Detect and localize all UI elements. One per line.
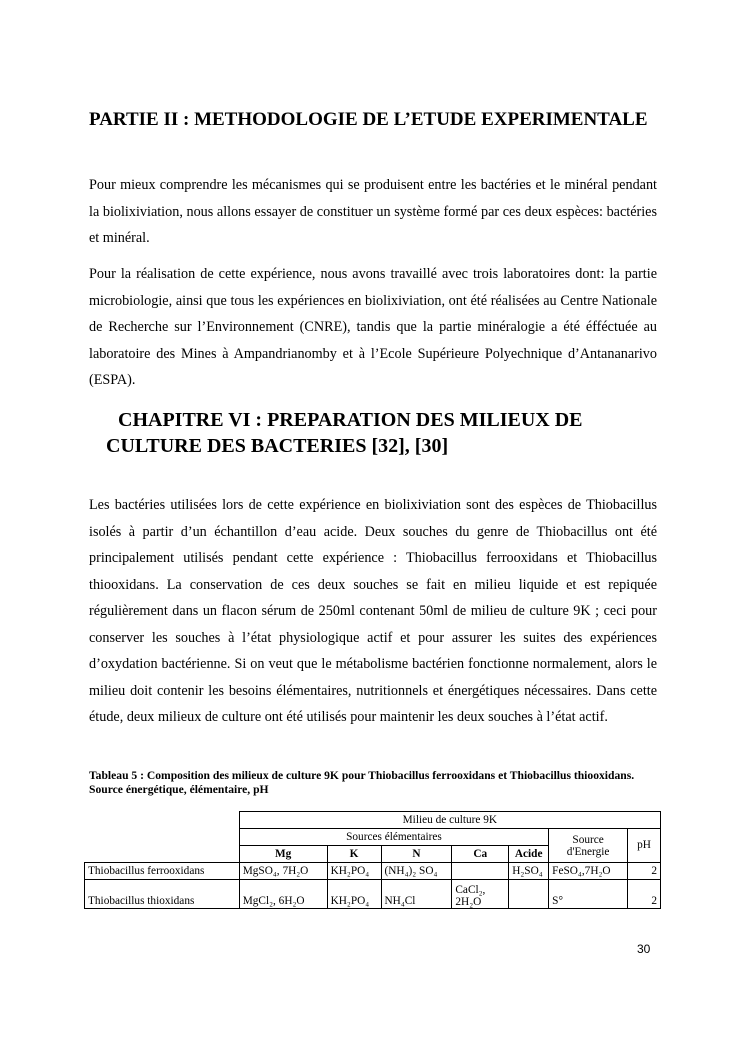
table-cell <box>509 880 549 909</box>
table-cell: CaCl₂, 2H₂O <box>452 880 509 909</box>
page-number: 30 <box>637 942 651 956</box>
intro-paragraph: Pour mieux comprendre les mécanismes qui se produisent entre les bactéries et le minéral pendant la biolixiviation, nous allons essayer de constituer un système formé par ces deux espèces: bactéries et minéral. <box>89 177 657 246</box>
table-cell: S° <box>549 880 628 909</box>
organism-cell: Thiobacillus ferrooxidans <box>85 863 240 880</box>
ph-header-cell: pH <box>628 829 661 863</box>
table-header-row <box>85 812 661 829</box>
table-caption: Tableau 5 : Composition des milieux de culture 9K pour Thiobacillus ferrooxidans et Thiobacillus thiooxidans. Source énergétique, élémentaire, pH <box>89 769 635 796</box>
table-cell: MgCl₂, 6H₂O <box>239 880 327 909</box>
laboratories-paragraph: Pour la réalisation de cette expérience, nous avons travaillé avec trois laboratoires dont: la partie microbiologie, ainsi que tous les expériences en biolixiviation, ont été réalisées au Centre Nationale de Recherche sur l’Environnement (CNRE), tandis que la partie minéralogie a été éfféctuée au laboratoire des Mines à Ampandrianomby et à l’Ecole Supérieure Polyechnique d’Antananarivo (ESPA). <box>89 266 657 388</box>
column-header-cell: Mg <box>239 846 327 863</box>
column-header-cell: K <box>327 846 381 863</box>
table-row <box>85 880 661 909</box>
organism-cell: Thiobacillus thioxidans <box>85 880 240 909</box>
table-cell: KH₂PO₄ <box>327 863 381 880</box>
table-corner-cell <box>85 812 240 829</box>
table-corner-cell <box>85 829 240 846</box>
part-heading: PARTIE II : METHODOLOGIE DE L’ETUDE EXPERIMENTALE <box>89 109 648 130</box>
ph-cell: 2 <box>628 863 661 880</box>
column-header-cell: Acide <box>509 846 549 863</box>
table-cell: KH₂PO₄ <box>327 880 381 909</box>
chapter-heading-line-1: CHAPITRE VI : PREPARATION DES MILIEUX DE <box>118 409 583 431</box>
column-header-cell: N <box>381 846 452 863</box>
table-cell: (NH₄)₂ SO₄ <box>381 863 452 880</box>
column-header-cell: Ca <box>452 846 509 863</box>
table-cell: FeSO₄,7H₂O <box>549 863 628 880</box>
table-cell <box>452 863 509 880</box>
culture-medium-table <box>84 811 661 909</box>
energy-header-cell: Source d'Energie <box>549 829 628 863</box>
table-header-row <box>85 829 661 846</box>
ph-cell: 2 <box>628 880 661 909</box>
sources-header-cell: Sources élémentaires <box>239 829 548 846</box>
table-row <box>85 863 661 880</box>
chapter-heading <box>106 407 666 459</box>
bacteria-paragraph: Les bactéries utilisées lors de cette expérience en biolixiviation sont des espèces de Thiobacillus isolés à partir d’un échantillon d’eau acide. Deux souches du genre de Thiobacillus ont été principalement utilisés pendant cette expérience : Thiobacillus ferrooxidans et Thiobacillus thiooxidans. La conservation de ces deux souches se fait en milieu liquide et est repiquée régulièrement dans un flacon sérum de 250ml contenant 50ml de milieu de culture 9K ; ceci pour conserver les souches à l’état physiologique actif et pour assurer les suites des expériences d’oxydation bactérienne. Si on veut que le métabolisme bactérien fonctionne normalement, alors le milieu doit contenir les besoins élémentaires, nutritionnels et énergétiques nécessaires. Dans cette étude, deux milieux de culture ont été utilisés pour maintenir les deux souches à l’état actif. <box>89 497 657 725</box>
chapter-heading-line-2: CULTURE DES BACTERIES [32], [30] <box>106 435 449 457</box>
table-cell: H₂SO₄ <box>509 863 549 880</box>
table-cell: MgSO₄, 7H₂O <box>239 863 327 880</box>
table-cell: NH₄Cl <box>381 880 452 909</box>
table-corner-cell <box>85 846 240 863</box>
group-header-cell: Milieu de culture 9K <box>239 812 660 829</box>
